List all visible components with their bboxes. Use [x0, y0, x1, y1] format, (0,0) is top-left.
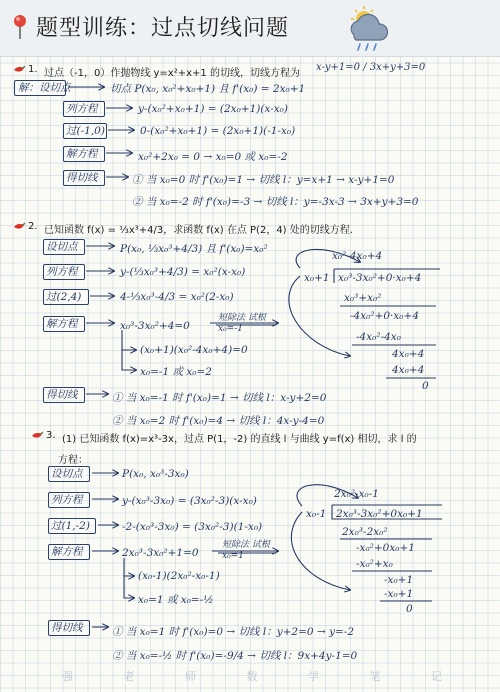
problem-2-prompt: 已知函数 f(x) = ⅓x³+4/3，求函数 f(x) 在点 P(2，4) 处的切线方程.	[44, 225, 353, 236]
long-division-row: -x₀²+0x₀+1	[356, 542, 415, 554]
step-text: (x₀-1)(2x₀²-x₀-1)	[138, 570, 220, 582]
sun-cloud-rain-icon	[340, 5, 396, 53]
page-title: 题型训练：过点切线问题	[36, 16, 290, 41]
step-text: x₀³-3x₀²+4=0	[120, 320, 190, 332]
step-text: P(x₀, ⅓x₀³+4/3) 且 f'(x₀)=x₀²	[120, 243, 268, 255]
long-division-row: 4x₀+4	[392, 364, 425, 376]
watermark-char: 学	[308, 670, 319, 683]
step-label: 设切点	[51, 468, 83, 480]
long-division-row: 2x₀³-2x₀²	[342, 526, 388, 538]
step-text: x₀=1 或 x₀=-½	[138, 594, 214, 606]
problem-1-prompt: 过点（-1，0）作抛物线 y=x²+x+1 的切线，切线方程为	[44, 68, 300, 79]
header-banner	[0, 0, 500, 57]
long-division-quotient: x₀²-4x₀+4	[332, 250, 383, 262]
step-text: ① 当 x₀=1 时 f'(x₀)=0 → 切线 l：y+2=0 → y=-2	[112, 626, 355, 638]
step-text: ② 当 x₀=2 时 f'(x₀)=4 → 切线 l：4x-y-4=0	[112, 415, 325, 427]
step-label: 列方程	[46, 266, 78, 278]
long-division-row: -x₀+1	[384, 574, 414, 586]
watermark-char: 老	[123, 670, 135, 683]
long-division-remainder: 0	[406, 603, 413, 615]
long-division-dividend: x₀³-3x₀²+0·x₀+4	[338, 272, 422, 284]
problem-2-number: 2.	[28, 221, 38, 232]
step-text: 2x₀³-3x₀²+1=0	[122, 547, 199, 559]
step-text: ① 当 x₀=0 时 f'(x₀)=1 → 切线 l：y=x+1 → x-y+1=0	[132, 174, 395, 186]
step-label: 解方程	[66, 148, 98, 160]
step-text: -2-(x₀³-3x₀) = (3x₀²-3)(1-x₀)	[122, 521, 263, 533]
step-label: 设切点	[46, 241, 78, 253]
arrow	[124, 576, 134, 598]
watermark-char: 师	[185, 670, 196, 683]
long-division-row: -4x₀²-4x₀	[356, 331, 401, 343]
step-label: 列方程	[51, 494, 83, 506]
step-text: ② 当 x₀=-½ 时 f'(x₀)=-9/4 → 切线 l：9x+4y-1=0	[112, 650, 358, 662]
step-label: 得切线	[66, 172, 98, 184]
problem-1-blank-answer: x-y+1=0 / 3x+y+3=0	[316, 62, 426, 73]
problem-3-prompt-cont: 方程：	[58, 455, 88, 466]
long-division-row: 4x₀+4	[392, 348, 425, 360]
long-division-divisor: x₀+1	[304, 272, 330, 284]
problem-3-prompt: (1) 已知函数 f(x)=x³-3x，过点 P(1，-2) 的直线 l 与曲线 y=f(x) 相切，求 l 的	[62, 434, 417, 445]
step-text: ① 当 x₀=-1 时 f'(x₀)=1 → 切线 l：x-y+2=0	[112, 392, 327, 404]
step-label: 得切线	[46, 389, 78, 401]
arrow	[122, 330, 136, 350]
step-label: 解：设切点	[18, 82, 71, 94]
watermark-char: 记	[431, 670, 442, 683]
long-division-divisor: x₀-1	[306, 508, 327, 520]
step-text: 切点 P(x₀, x₀²+x₀+1) 且 f'(x₀) = 2x₀+1	[110, 83, 306, 95]
step-label: 过(-1,0)	[66, 125, 105, 137]
step-text: ② 当 x₀=-2 时 f'(x₀)=-3 → 切线 l：y=-3x-3 → 3x+y+3=0	[132, 196, 419, 208]
step-text: P(x₀, x₀³-3x₀)	[122, 468, 189, 480]
problem-1-number: 1.	[28, 64, 38, 75]
step-label: 得切线	[51, 622, 83, 634]
step-text: 4-⅓x₀³-4/3 = x₀²(2-x₀)	[120, 291, 234, 303]
chili-bullet-icon	[13, 222, 25, 232]
step-label: 解方程	[46, 318, 78, 330]
step-text: (x₀+1)(x₀²-4x₀+4)=0	[140, 344, 248, 356]
curved-arrow	[291, 512, 350, 590]
chili-bullet-icon	[31, 431, 43, 441]
long-division-row: -x₀+1	[384, 588, 414, 600]
step-label: 过(1,-2)	[51, 520, 90, 532]
long-division-dividend: 2x₀³-3x₀²+0x₀+1	[336, 508, 423, 520]
division-method-note: 短除法 试根 x₀=-1	[218, 313, 266, 334]
division-method-note: 短除法 试根 x₀=1	[222, 540, 270, 561]
long-division-row: -x₀²+x₀	[356, 558, 393, 570]
watermark-char: 强	[62, 670, 73, 683]
step-text: x₀=-1 或 x₀=2	[140, 366, 212, 378]
location-pin-icon	[12, 14, 28, 40]
arrow	[124, 558, 134, 576]
long-division-quotient: 2x₀²-x₀-1	[334, 488, 379, 500]
step-text: 0-(x₀²+x₀+1) = (2x₀+1)(-1-x₀)	[140, 125, 296, 137]
footer-watermark	[62, 668, 442, 684]
watermark-char: 笔	[369, 670, 381, 683]
step-label: 过(2,4)	[46, 291, 82, 303]
long-division-row: -4x₀²+0·x₀+4	[350, 310, 419, 322]
long-division-row: x₀³+x₀²	[344, 292, 382, 304]
step-text: y-(x₀³-3x₀) = (3x₀²-3)(x-x₀)	[122, 495, 257, 507]
step-text: x₀²+2x₀ = 0 → x₀=0 或 x₀=-2	[138, 151, 288, 163]
step-label: 解方程	[51, 546, 83, 558]
arrow	[122, 350, 136, 370]
step-text: y-(x₀²+x₀+1) = (2x₀+1)(x-x₀)	[138, 103, 288, 115]
chili-bullet-icon	[13, 65, 25, 75]
curved-arrow	[289, 276, 350, 356]
step-text: y-(⅓x₀³+4/3) = x₀²(x-x₀)	[120, 266, 246, 278]
long-division-remainder: 0	[422, 380, 429, 392]
watermark-char: 数	[246, 670, 258, 683]
step-label: 列方程	[66, 103, 98, 115]
problem-3-number: 3.	[46, 430, 56, 441]
